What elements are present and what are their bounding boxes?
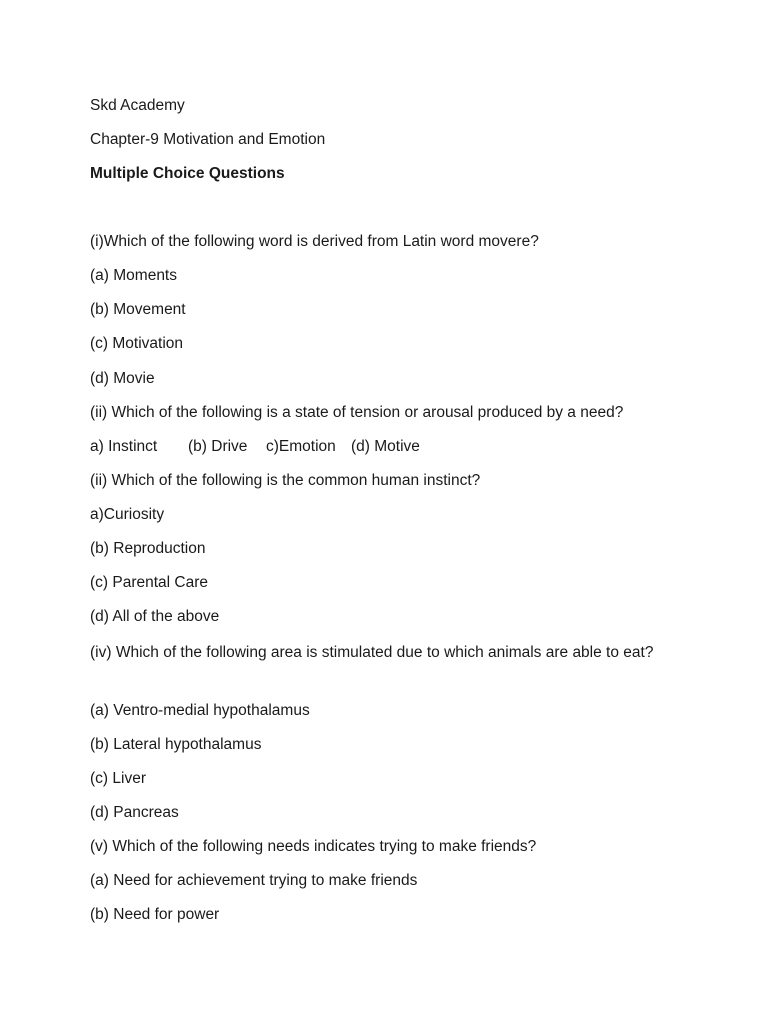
- q4-option-d: (d) Pancreas: [90, 804, 179, 821]
- q2-option-a: a) Instinct: [90, 438, 158, 455]
- question-5: (v) Which of the following needs indicates trying to make friends?: [90, 838, 537, 855]
- q1-option-c: (c) Motivation: [90, 335, 184, 352]
- chapter-title: Chapter-9 Motivation and Emotion: [90, 131, 326, 148]
- q3-option-b: (b) Reproduction: [90, 540, 206, 557]
- q1-option-a: (a) Moments: [90, 267, 177, 284]
- question-3: (ii) Which of the following is the common human instinct?: [90, 472, 481, 489]
- q2-option-c: c)Emotion: [266, 438, 336, 455]
- question-4: (iv) Which of the following area is stimulated due to which animals are able to eat?: [90, 644, 654, 661]
- q4-option-a: (a) Ventro-medial hypothalamus: [90, 702, 310, 719]
- q2-options-row: [90, 435, 690, 458]
- q1-option-b: (b) Movement: [90, 301, 186, 318]
- q3-option-a: a)Curiosity: [90, 506, 165, 523]
- q5-option-a: (a) Need for achievement trying to make friends: [90, 872, 418, 889]
- q1-option-d: (d) Movie: [90, 370, 155, 387]
- q5-option-b: (b) Need for power: [90, 906, 220, 923]
- question-2: (ii) Which of the following is a state of tension or arousal produced by a need?: [90, 404, 624, 421]
- q2-option-b: (b) Drive: [188, 438, 248, 455]
- q3-option-d: (d) All of the above: [90, 608, 220, 625]
- q4-option-c: (c) Liver: [90, 770, 146, 787]
- q2-option-d: (d) Motive: [351, 438, 420, 455]
- q3-option-c: (c) Parental Care: [90, 574, 209, 591]
- q4-option-b: (b) Lateral hypothalamus: [90, 736, 262, 753]
- section-heading: Multiple Choice Questions: [90, 165, 285, 182]
- question-1: (i)Which of the following word is derived from Latin word movere?: [90, 233, 539, 250]
- academy-name: Skd Academy: [90, 97, 185, 114]
